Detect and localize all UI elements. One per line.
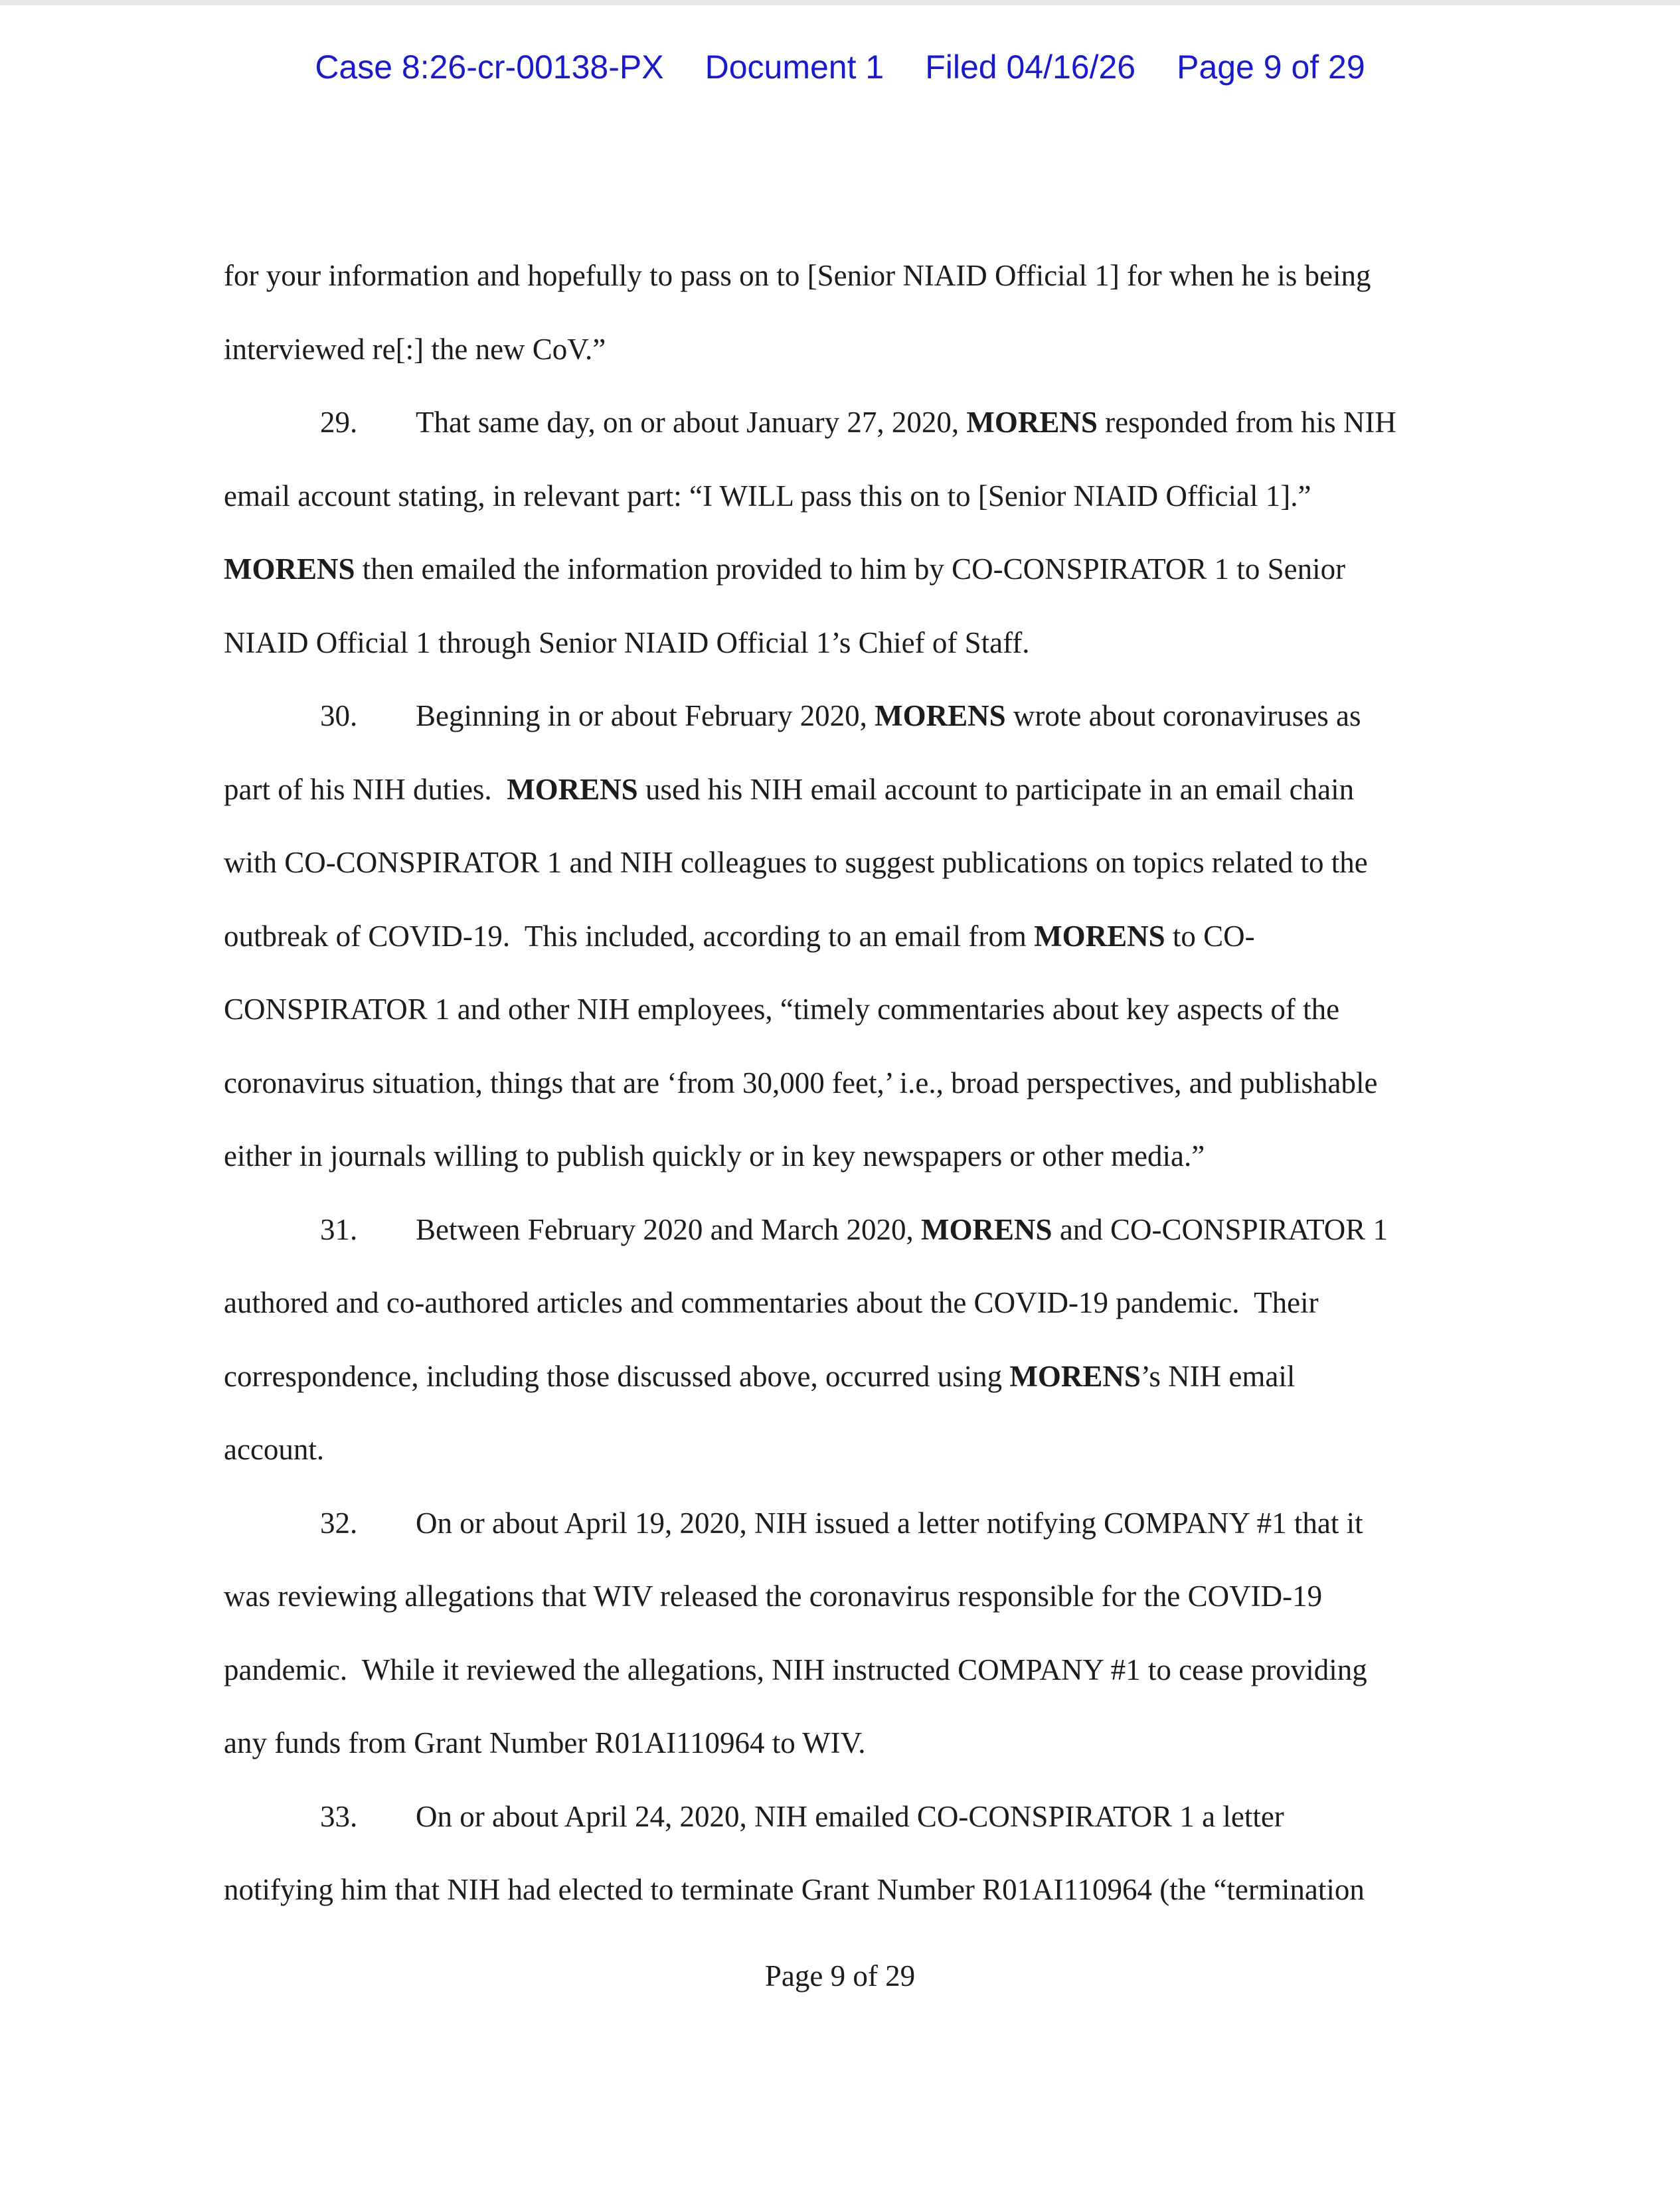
defendant-name: MORENS — [921, 1212, 1052, 1246]
text-run: part of his NIH duties. — [224, 772, 507, 806]
defendant-name: MORENS — [875, 699, 1006, 732]
text-run: Between February 2020 and March 2020, — [416, 1212, 922, 1246]
paragraph-31-first-line — [224, 1193, 1472, 1267]
text-line — [224, 1340, 1472, 1414]
document-body — [224, 239, 1472, 1927]
text-line: NIAID Official 1 through Senior NIAID Official 1’s Chief of Staff. — [224, 625, 1030, 659]
paragraph-number: 29. — [320, 406, 358, 439]
text-run: ’s NIH email — [1140, 1359, 1296, 1393]
paragraph-number: 32. — [320, 1506, 358, 1540]
paragraph-number: 30. — [320, 699, 358, 732]
text-run: correspondence, including those discussed above, occurred using — [224, 1359, 1010, 1393]
text-line: was reviewing allegations that WIV released the coronavirus responsible for the COVID-19 — [224, 1580, 1323, 1613]
defendant-name: MORENS — [966, 406, 1098, 439]
defendant-name: MORENS — [1009, 1359, 1141, 1393]
text-run: responded from his NIH — [1097, 406, 1396, 439]
text-line: account. — [224, 1433, 325, 1466]
text-line — [224, 532, 1472, 606]
text-line: for your information and hopefully to pass on to [Senior NIAID Official 1] for when he is being — [224, 259, 1371, 292]
text-run: On or about April 24, 2020, NIH emailed CO-CONSPIRATOR 1 a letter — [416, 1799, 1284, 1833]
top-border — [0, 0, 1680, 5]
paragraph-30-first-line — [224, 679, 1472, 753]
page-footer: Page 9 of 29 — [764, 1959, 916, 1993]
defendant-name: MORENS — [507, 772, 638, 806]
text-run: Beginning in or about February 2020, — [416, 699, 875, 732]
header-document-number: Document 1 — [705, 48, 884, 86]
text-run: outbreak of COVID-19. This included, according to an email from — [224, 919, 1035, 953]
text-line — [224, 900, 1472, 973]
text-run: to CO- — [1165, 919, 1255, 953]
text-line: notifying him that NIH had elected to terminate Grant Number R01AI110964 (the “termination — [224, 1873, 1365, 1906]
text-line: authored and co-authored articles and commentaries about the COVID-19 pandemic. Their — [224, 1286, 1319, 1319]
paragraph-number: 31. — [320, 1212, 358, 1246]
paragraph-number: 33. — [320, 1799, 358, 1833]
text-line: email account stating, in relevant part: “I WILL pass this on to [Senior NIAID Official 1].” — [224, 479, 1311, 513]
text-line: any funds from Grant Number R01AI110964 to WIV. — [224, 1726, 866, 1759]
defendant-name: MORENS — [1034, 919, 1165, 953]
text-run: and CO-CONSPIRATOR 1 — [1052, 1212, 1388, 1246]
text-line: with CO-CONSPIRATOR 1 and NIH colleagues to suggest publications on topics related to the — [224, 846, 1368, 879]
defendant-name: MORENS — [224, 552, 355, 586]
text-run: That same day, on or about January 27, 2020, — [416, 406, 967, 439]
text-line: pandemic. While it reviewed the allegations, NIH instructed COMPANY #1 to cease providing — [224, 1653, 1367, 1686]
paragraph-32-first-line — [224, 1487, 1472, 1560]
text-line: coronavirus situation, things that are ‘from 30,000 feet,’ i.e., broad perspectives, and publishable — [224, 1066, 1378, 1099]
text-line — [224, 753, 1472, 827]
text-line: either in journals willing to publish quickly or in key newspapers or other media.” — [224, 1139, 1205, 1173]
header-case-number: Case 8:26-cr-00138-PX — [315, 48, 664, 86]
text-line: CONSPIRATOR 1 and other NIH employees, “timely commentaries about key aspects of the — [224, 993, 1340, 1026]
text-run: then emailed the information provided to him by CO-CONSPIRATOR 1 to Senior — [355, 552, 1346, 586]
paragraph-29-first-line — [224, 386, 1472, 459]
ecf-header — [0, 48, 1680, 86]
text-run: wrote about coronaviruses as — [1005, 699, 1361, 732]
header-page-number: Page 9 of 29 — [1177, 48, 1365, 86]
text-run: On or about April 19, 2020, NIH issued a letter notifying COMPANY #1 that it — [416, 1506, 1363, 1540]
header-filed-date: Filed 04/16/26 — [925, 48, 1136, 86]
text-run: used his NIH email account to participate in an email chain — [637, 772, 1355, 806]
text-line: interviewed re[:] the new CoV.” — [224, 332, 606, 366]
paragraph-33-first-line — [224, 1780, 1472, 1854]
